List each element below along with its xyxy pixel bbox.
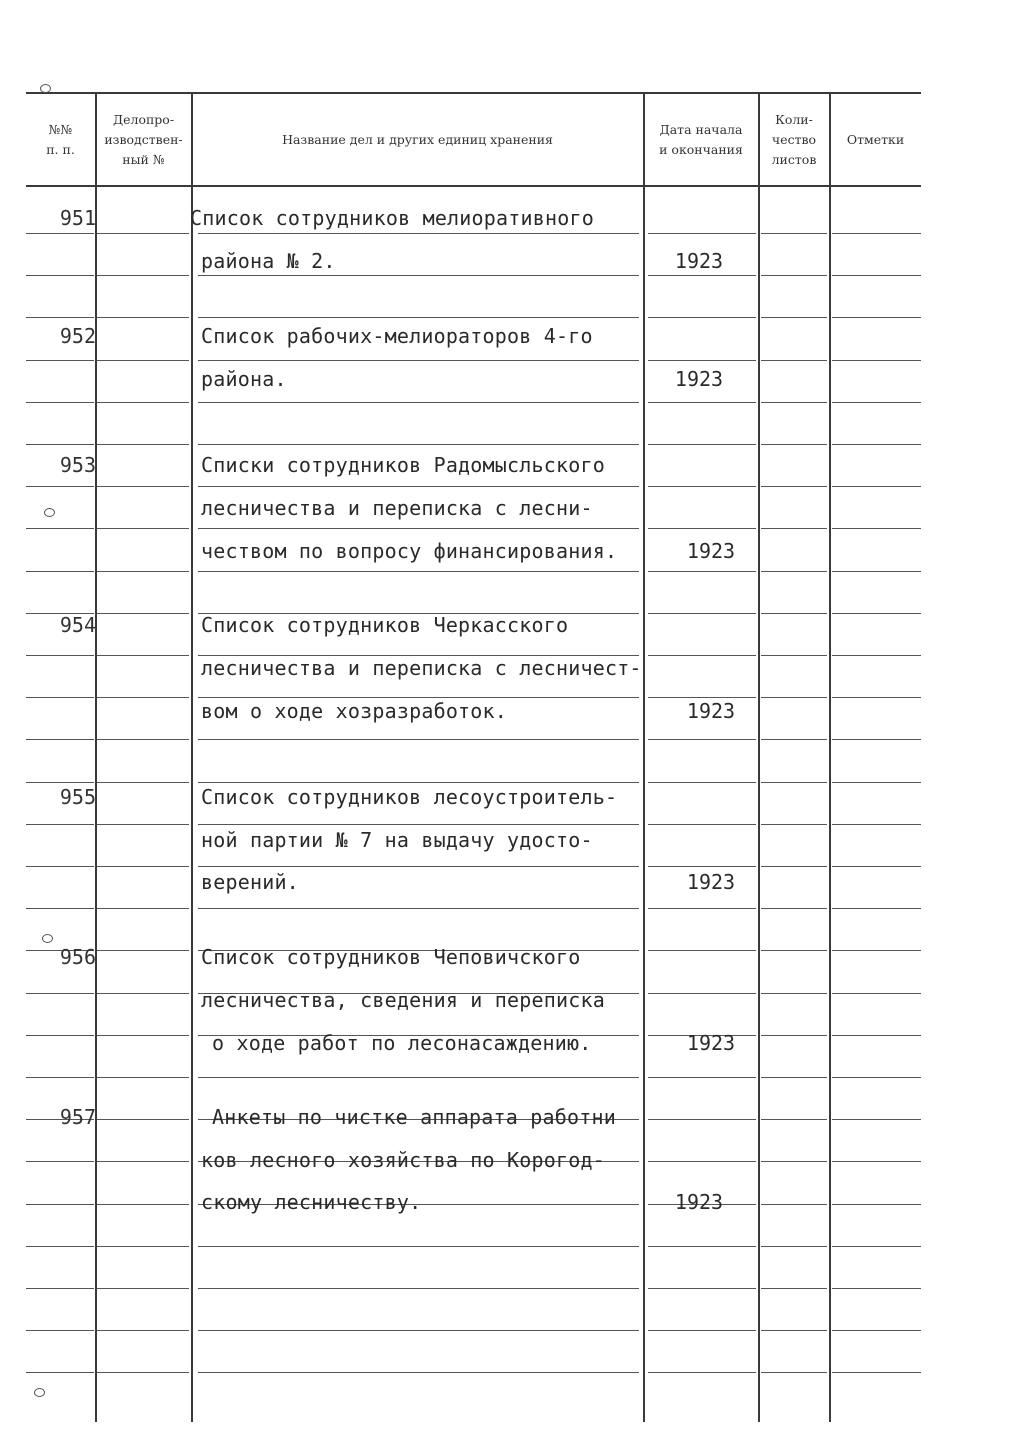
entry-title-line: Списки сотрудников Радомысльского [201, 453, 605, 477]
ruled-line [648, 824, 756, 825]
ruled-line [761, 486, 827, 487]
ruled-line [761, 613, 827, 614]
ruled-line [832, 824, 921, 825]
ruled-line [832, 1246, 921, 1247]
ruled-line [648, 1288, 756, 1289]
entry-title-line: ной партии № 7 на выдачу удосто- [201, 828, 593, 852]
ruled-line [761, 950, 827, 951]
ruled-line [26, 571, 94, 572]
entry-title-line: чеством по вопросу финансирования. [201, 539, 618, 563]
entry-date: 1923 [686, 699, 736, 723]
entry-title-line: лесничества и переписка с лесни- [201, 496, 593, 520]
entry-title-line: верений. [201, 870, 299, 894]
ruled-line [832, 1330, 921, 1331]
entry-title-line: о ходе работ по лесонасаждению. [212, 1031, 592, 1055]
entry-title-line: лесничества и переписка с лесничест- [201, 656, 642, 680]
ruled-line [648, 1372, 756, 1373]
ruled-line [648, 1077, 756, 1078]
entry-title-line: скому лесничеству. [201, 1190, 422, 1214]
ruled-line [648, 655, 756, 656]
ruled-line [832, 1288, 921, 1289]
ruled-line [832, 908, 921, 909]
ruled-line [832, 360, 921, 361]
ruled-line [832, 697, 921, 698]
ruled-line [648, 1330, 756, 1331]
ruled-line [97, 571, 189, 572]
ruled-line [761, 739, 827, 740]
ruled-line [832, 275, 921, 276]
ruled-line [198, 486, 639, 487]
ruled-line [26, 824, 94, 825]
ruled-line [648, 613, 756, 614]
ruled-line [832, 993, 921, 994]
ruled-line [198, 571, 639, 572]
ruled-line [97, 444, 189, 445]
ruled-line [97, 824, 189, 825]
ruled-line [26, 655, 94, 656]
ruled-line [26, 486, 94, 487]
ruled-line [648, 866, 756, 867]
ruled-line [832, 1077, 921, 1078]
entry-title-line: Список сотрудников Чеповичского [201, 945, 581, 969]
col-divider [758, 94, 760, 1422]
ruled-line [97, 1204, 189, 1205]
ruled-line [198, 739, 639, 740]
entry-date: 1923 [686, 870, 736, 894]
ruled-line [198, 908, 639, 909]
ruled-line [648, 697, 756, 698]
ruled-line [97, 317, 189, 318]
entry-number: 956 [59, 945, 96, 969]
ruled-line [198, 317, 639, 318]
ruled-line [832, 866, 921, 867]
entry-title-line: Список сотрудников лесоустроитель- [201, 785, 618, 809]
entry-title-line: Список сотрудников мелиоративного [190, 206, 594, 230]
ruled-line [26, 1288, 94, 1289]
header-dates: Дата начала и окончания [659, 121, 743, 157]
punch-hole-mark [40, 84, 51, 93]
punch-hole-mark [42, 934, 53, 943]
ruled-line [832, 950, 921, 951]
ruled-line [26, 317, 94, 318]
ruled-line [761, 360, 827, 361]
ruled-line [761, 908, 827, 909]
ruled-line [26, 782, 94, 783]
ruled-line [832, 317, 921, 318]
ruled-line [648, 360, 756, 361]
header-sheets: Коли- чество листов [771, 111, 817, 167]
ruled-line [648, 1246, 756, 1247]
ruled-line [26, 1330, 94, 1331]
ruled-line [198, 275, 639, 276]
ruled-line [648, 950, 756, 951]
header-bottom-rule [26, 185, 921, 187]
ruled-line [198, 528, 639, 529]
ruled-line [97, 1246, 189, 1247]
ruled-line [648, 444, 756, 445]
ruled-line [832, 486, 921, 487]
entry-title-line: вом о ходе хозразработок. [201, 699, 508, 723]
ruled-line [26, 1204, 94, 1205]
ruled-line [97, 1288, 189, 1289]
ruled-line [97, 739, 189, 740]
col-divider [191, 94, 193, 1422]
ruled-line [648, 782, 756, 783]
ruled-line [26, 908, 94, 909]
ruled-line [97, 697, 189, 698]
ruled-line [832, 233, 921, 234]
ruled-line [648, 233, 756, 234]
ruled-line [761, 1372, 827, 1373]
ruled-line [761, 1204, 827, 1205]
ruled-line [761, 571, 827, 572]
ruled-line [761, 993, 827, 994]
entry-date: 1923 [674, 249, 724, 273]
ruled-line [832, 1119, 921, 1120]
ruled-line [761, 317, 827, 318]
ruled-line [832, 613, 921, 614]
ruled-line [832, 444, 921, 445]
ruled-line [26, 1372, 94, 1373]
entry-title-line: Список сотрудников Черкасского [201, 613, 569, 637]
entry-date: 1923 [674, 1190, 724, 1214]
ruled-line [26, 866, 94, 867]
ruled-line [761, 233, 827, 234]
entry-title-line: ков лесного хозяйства по Корогод- [201, 1148, 605, 1172]
entry-date: 1923 [686, 1031, 736, 1055]
ruled-line [832, 402, 921, 403]
entry-title-line: лесничества, сведения и переписка [201, 988, 605, 1012]
header-notes: Отметки [846, 131, 905, 147]
ruled-line [97, 908, 189, 909]
ruled-line [97, 993, 189, 994]
ruled-line [761, 697, 827, 698]
ruled-line [97, 402, 189, 403]
ruled-line [198, 1246, 639, 1247]
entry-title-line: района. [201, 367, 287, 391]
ruled-line [198, 233, 639, 234]
ruled-line [97, 275, 189, 276]
entry-number: 952 [59, 324, 96, 348]
ruled-line [761, 528, 827, 529]
ruled-line [832, 1161, 921, 1162]
ruled-line [761, 866, 827, 867]
entry-number: 951 [59, 206, 96, 230]
ruled-line [648, 486, 756, 487]
ruled-line [198, 360, 639, 361]
ruled-line [97, 1077, 189, 1078]
ruled-line [97, 1161, 189, 1162]
ruled-line [97, 1330, 189, 1331]
ruled-line [26, 1035, 94, 1036]
ruled-line [26, 993, 94, 994]
ruled-line [761, 1330, 827, 1331]
ruled-line [97, 486, 189, 487]
ruled-line [97, 528, 189, 529]
ruled-line [26, 528, 94, 529]
entry-title-line: района № 2. [201, 249, 336, 273]
ruled-line [761, 1035, 827, 1036]
ruled-line [26, 444, 94, 445]
ruled-line [97, 360, 189, 361]
ruled-line [198, 866, 639, 867]
ruled-line [832, 739, 921, 740]
ruled-line [648, 571, 756, 572]
ruled-line [198, 824, 639, 825]
ruled-line [761, 824, 827, 825]
entry-title-line: Анкеты по чистке аппарата работни [212, 1105, 616, 1129]
entry-number: 954 [59, 613, 96, 637]
ruled-line [832, 782, 921, 783]
entry-date: 1923 [674, 367, 724, 391]
ruled-line [198, 782, 639, 783]
ruled-line [761, 1161, 827, 1162]
ruled-line [97, 655, 189, 656]
ruled-line [97, 866, 189, 867]
ruled-line [648, 317, 756, 318]
ruled-line [761, 1077, 827, 1078]
punch-hole-mark [34, 1388, 45, 1397]
ruled-line [26, 739, 94, 740]
ruled-line [26, 1246, 94, 1247]
ruled-line [648, 528, 756, 529]
ruled-line [198, 1330, 639, 1331]
ruled-line [198, 1077, 639, 1078]
ruled-line [648, 739, 756, 740]
ruled-line [97, 950, 189, 951]
ruled-line [761, 1119, 827, 1120]
ruled-line [761, 782, 827, 783]
ruled-line [648, 402, 756, 403]
ruled-line [26, 697, 94, 698]
ruled-line [26, 1077, 94, 1078]
ruled-line [832, 528, 921, 529]
ruled-line [26, 1161, 94, 1162]
ruled-line [832, 1035, 921, 1036]
ruled-line [761, 402, 827, 403]
ruled-line [761, 655, 827, 656]
ruled-line [198, 402, 639, 403]
ruled-line [26, 402, 94, 403]
ruled-line [648, 1119, 756, 1120]
entry-number: 957 [59, 1105, 96, 1129]
ruled-line [97, 782, 189, 783]
ruled-line [832, 1204, 921, 1205]
entry-number: 955 [59, 785, 96, 809]
ruled-line [832, 571, 921, 572]
ruled-line [648, 1161, 756, 1162]
entry-number: 953 [59, 453, 96, 477]
ruled-line [198, 1372, 639, 1373]
ruled-line [648, 275, 756, 276]
punch-hole-mark [44, 508, 55, 517]
ruled-line [761, 275, 827, 276]
ruled-line [832, 1372, 921, 1373]
col-divider [829, 94, 831, 1422]
header-title: Название дел и других единиц хранения [282, 131, 553, 147]
ruled-line [26, 360, 94, 361]
ruled-line [198, 444, 639, 445]
ruled-line [97, 1372, 189, 1373]
ruled-line [97, 1119, 189, 1120]
ruled-line [198, 697, 639, 698]
ruled-line [648, 993, 756, 994]
col-divider [95, 94, 97, 1422]
ruled-line [832, 655, 921, 656]
ruled-line [761, 1288, 827, 1289]
ruled-line [97, 233, 189, 234]
header-office-number: Делопро- изводствен- ный № [104, 111, 183, 167]
ruled-line [26, 275, 94, 276]
ruled-line [761, 444, 827, 445]
entry-date: 1923 [686, 539, 736, 563]
ruled-line [26, 233, 94, 234]
ruled-line [648, 908, 756, 909]
entry-title-line: Список рабочих-мелиораторов 4-го [201, 324, 593, 348]
header-number: №№ п. п. [46, 121, 75, 157]
col-divider [643, 94, 645, 1422]
ruled-line [97, 1035, 189, 1036]
ruled-line [198, 1288, 639, 1289]
ruled-line [761, 1246, 827, 1247]
ruled-line [97, 613, 189, 614]
